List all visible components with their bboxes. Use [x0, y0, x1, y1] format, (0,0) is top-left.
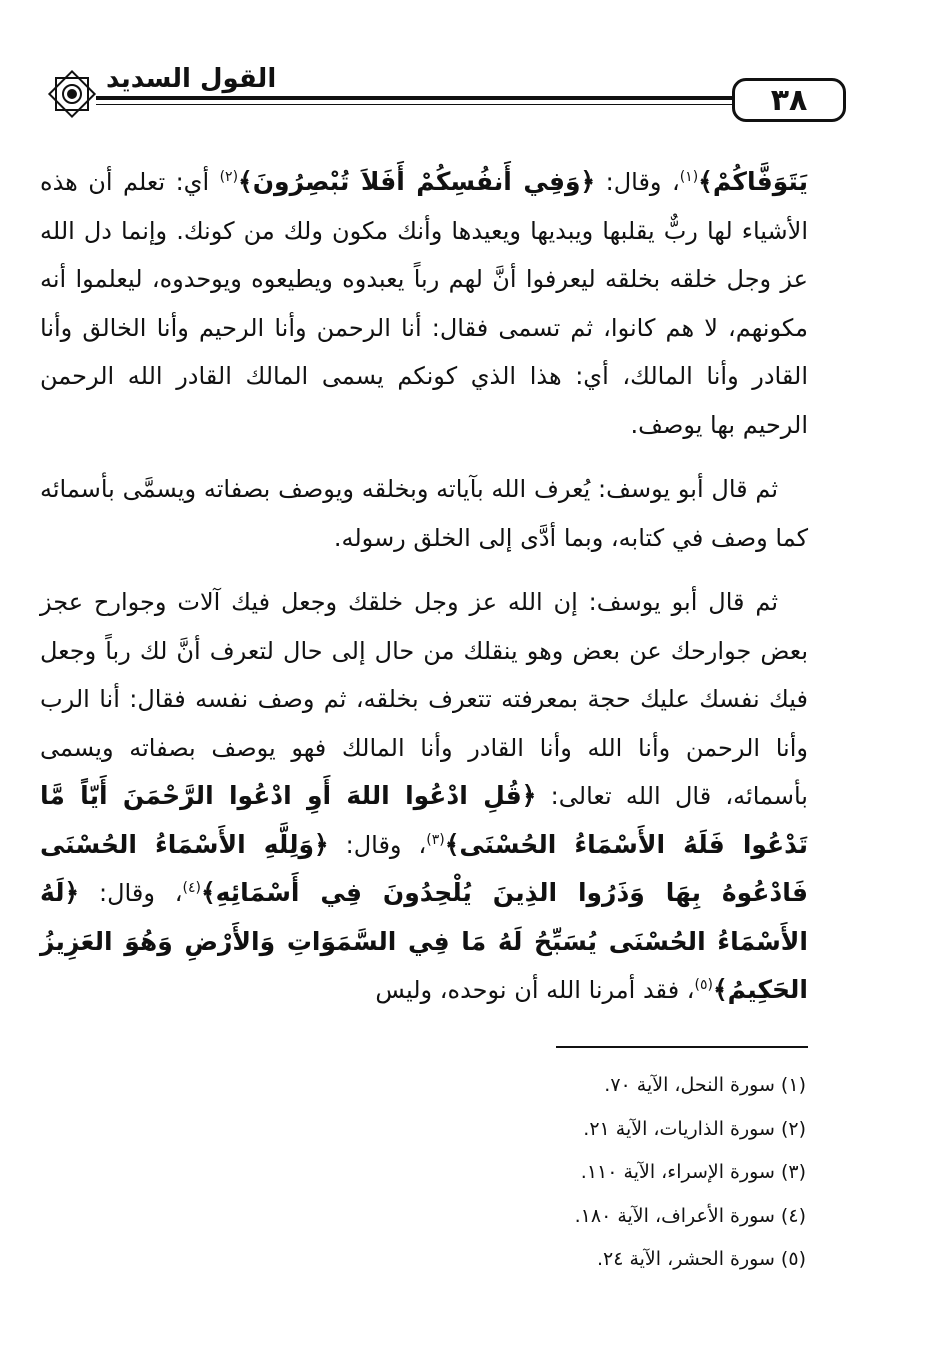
quran-fragment: يَتَوَفَّاكُمْ﴾ — [698, 167, 808, 196]
footnote-item: (٥) سورة الحشر، الآية ٢٤. — [596, 1248, 806, 1270]
footnote-item: (١) سورة النحل، الآية ٧٠. — [604, 1074, 806, 1096]
star-ornament-icon — [44, 66, 100, 122]
footnote-ref: (٥) — [694, 977, 714, 993]
header-rule — [96, 96, 748, 100]
quran-verse: ﴿لَهُ الأَسْمَاءُ الحُسْنَى يُسَبِّحُ لَهُ مَا فِي السَّمَوَاتِ وَالأَرْضِ وَهُوَ العَزِيزُ الحَكِيمُ﴾ — [40, 878, 808, 1004]
quran-verse: ﴿قُلِ ادْعُوا اللهَ أَوِ ادْعُوا الرَّحْمَنَ أَيّاً مَّا تَدْعُوا فَلَهُ الأَسْمَاءُ الحُسْنَى﴾ — [40, 781, 808, 859]
header-rule-thin — [96, 104, 748, 105]
quran-verse: ﴿وَلِلَّهِ الأَسْمَاءُ الحُسْنَى فَادْعُوهُ بِهَا وَذَرُوا الذِينَ يُلْحِدُونَ فِي أَسْمَائِهِ﴾ — [40, 829, 808, 907]
paragraph-1 — [40, 158, 808, 449]
footnote-ref: (١) — [679, 169, 699, 185]
text-run: ثم قال أبو يوسف: إن الله عز وجل خلقك وجعل فيك آلات وجوارح عجز بعض جوارحك عن بعض وهو ينقلك من حال إلى حال لتعرف أنَّ لك رباً وجعل فيك نفسك عليك حجة بمعرفته تتعرف بخلقه، ثم وصف نفسه فقال: أنا الرب وأنا الرحمن وأنا الله وأنا القادر وأنا المالك فهو يوصف بصفاته ويسمى بأسمائه، قال الله تعالى: — [40, 588, 808, 810]
paragraph-3 — [40, 578, 808, 1015]
footnote-ref: (٣) — [426, 831, 445, 848]
footnotes — [406, 1064, 806, 1282]
text-run: أي: تعلم أن هذه الأشياء لها ربٌّ يقلبها ويبديها ويعيدها وأنك مكون ولك من كونك. وإنما دل الله عز وجل خلقه بخلقه ليعرفوا أنَّ لهم رباً يعبدوه ويطيعوه ويوحدوه، ليعلموا أنه مكونهم، لا هم كانوا، ثم تسمى فقال: أنا الرحمن وأنا الرحيم وأنا الخالق وأنا القادر وأنا المالك، أي: هذا الذي كونكم يسمى المالك القادر الله الرحمن الرحيم بها يوصف. — [40, 168, 808, 439]
footnote-separator — [556, 1046, 808, 1048]
main-text — [40, 158, 808, 1031]
footnote-ref: (٢) — [219, 169, 239, 185]
footnote-item: (٣) سورة الإسراء، الآية ١١٠. — [580, 1161, 806, 1183]
footnote-item: (٢) سورة الذاريات، الآية ٢١. — [583, 1117, 806, 1140]
text-run: ، وقال: — [595, 168, 680, 196]
book-title: القول السديد — [106, 64, 277, 94]
text-run: ، وقال: — [79, 879, 183, 907]
quran-verse: ﴿وَفِي أَنفُسِكُمْ أَفَلاَ تُبْصِرُونَ﴾ — [238, 167, 596, 196]
text-run: ، وقال: — [328, 830, 427, 859]
page-number: ٣٨ — [732, 78, 846, 122]
text-run: ، فقد أمرنا الله أن نوحده، وليس — [375, 976, 695, 1004]
paragraph-2: ثم قال أبو يوسف: يُعرف الله بآياته وبخلقه ويوصف بصفاته ويسمَّى بأسمائه كما وصف في كتابه، وبما أدَّى إلى الخلق رسوله. — [40, 475, 808, 552]
footnote-item: (٤) سورة الأعراف، الآية ١٨٠. — [574, 1204, 806, 1227]
footnote-ref: (٤) — [182, 880, 201, 896]
page-header — [44, 66, 860, 130]
